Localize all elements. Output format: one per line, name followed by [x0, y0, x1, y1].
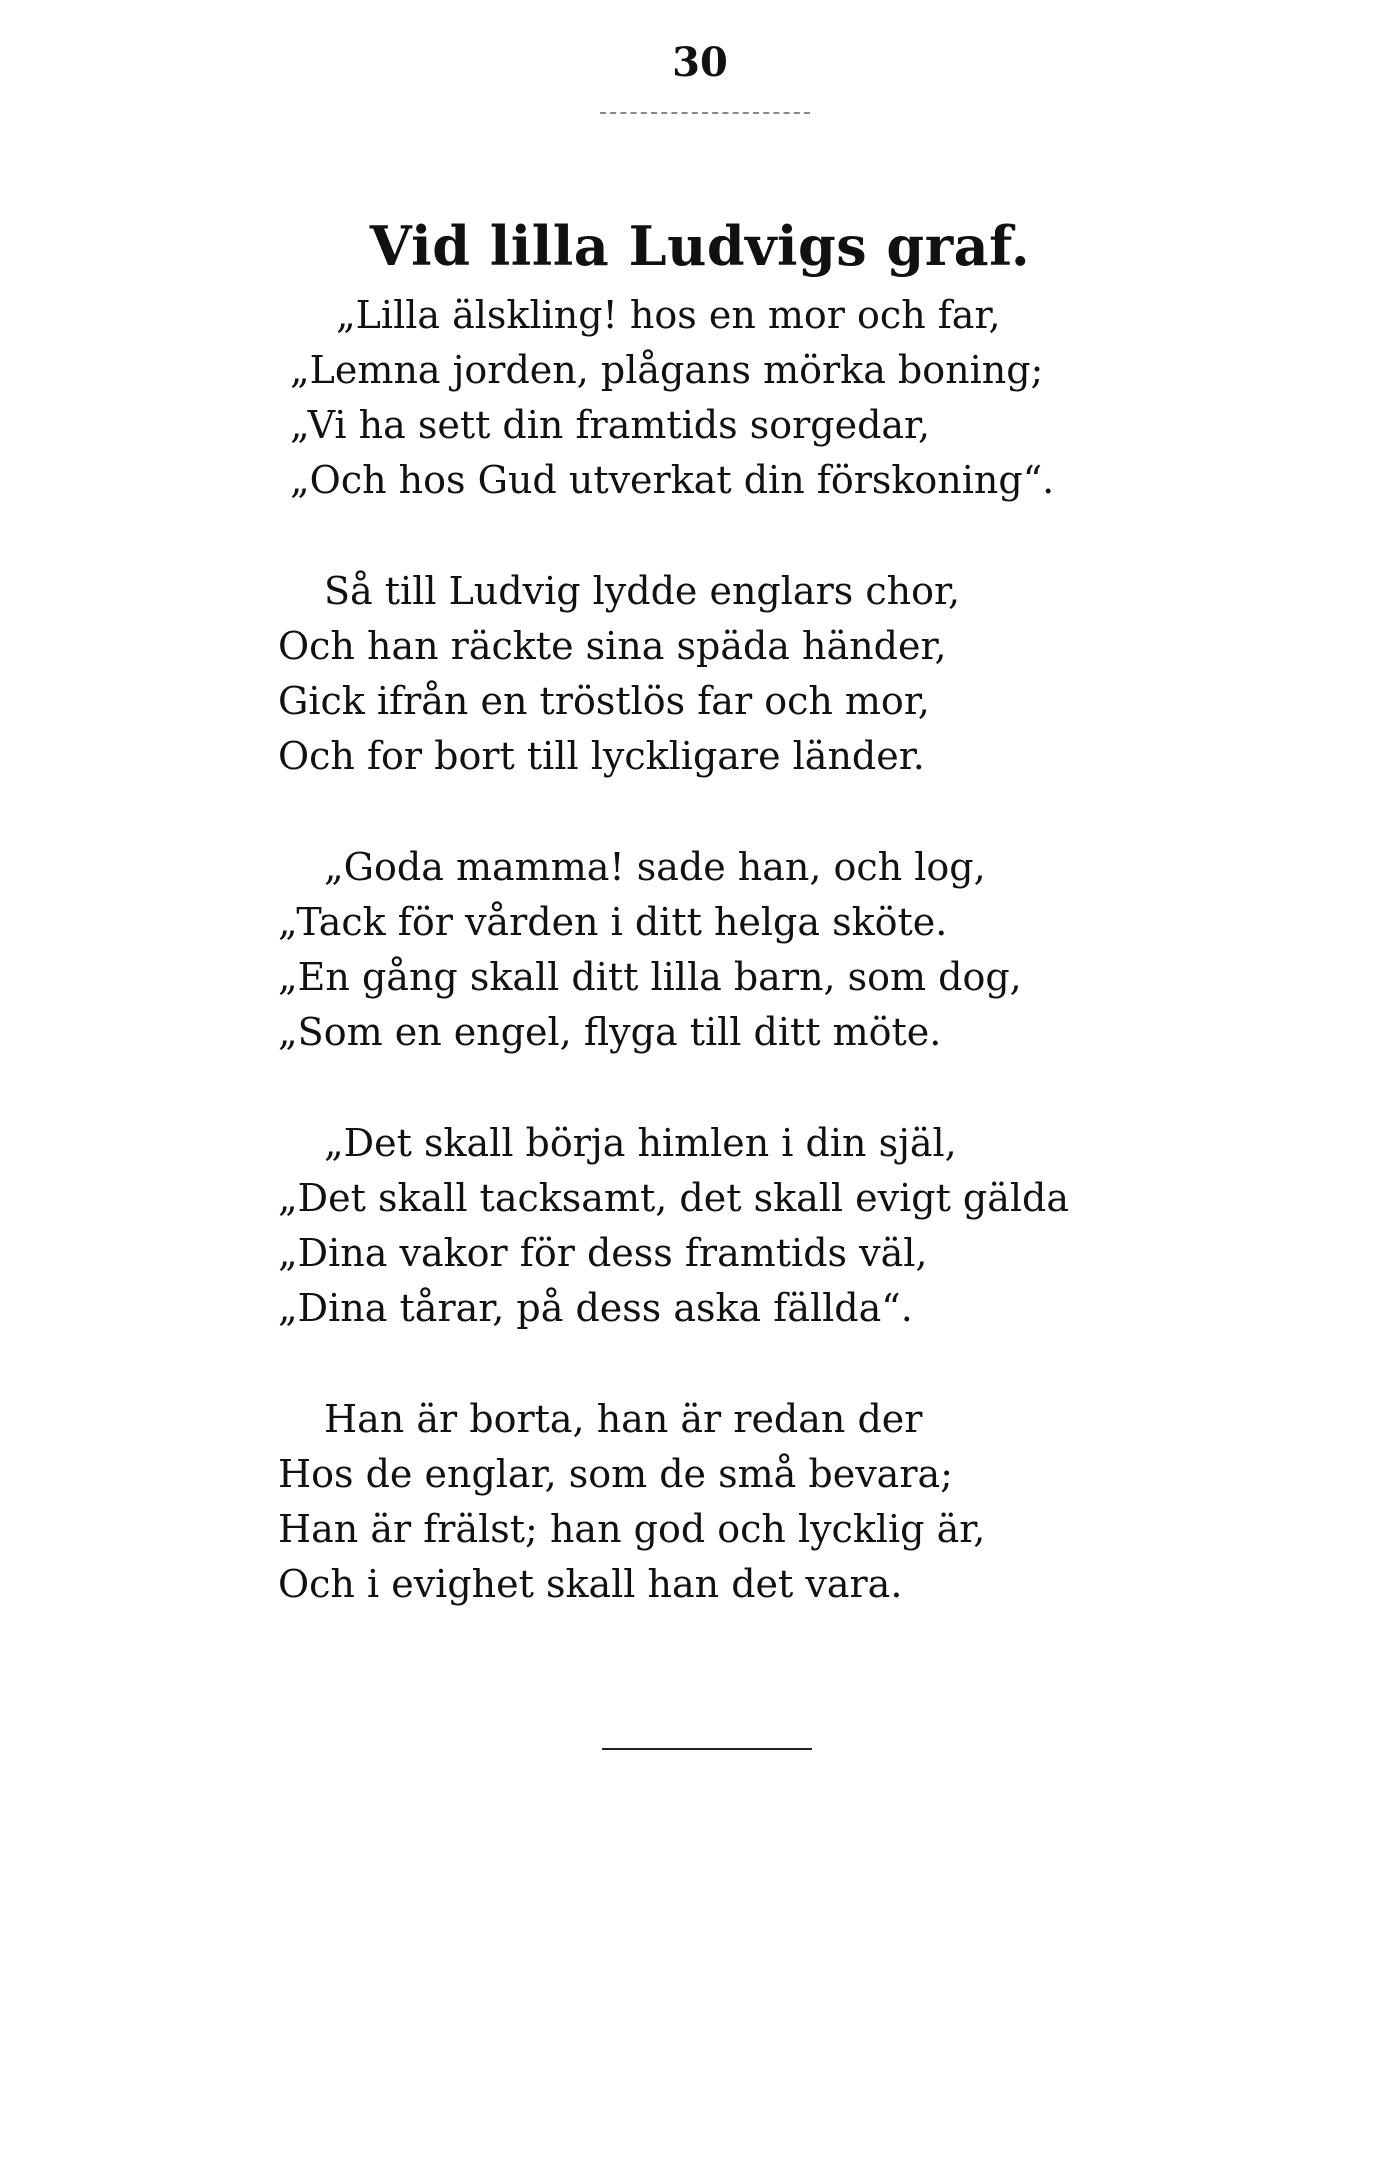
poem-line: Gick ifrån en tröstlös far och mor, [278, 679, 930, 723]
page-number: 30 [672, 39, 728, 86]
poem-line: „Dina vakor för dess framtids väl, [278, 1231, 928, 1275]
poem-line: „Dina tårar, på dess aska fällda“. [278, 1286, 913, 1330]
poem-line: Han är frälst; han god och lycklig är, [278, 1507, 986, 1551]
poem-line: Han är borta, han är redan der [324, 1397, 923, 1441]
stanza-1 [290, 288, 1278, 508]
stanza-3 [278, 840, 1278, 1060]
stanza-2 [278, 564, 1278, 784]
poem-line: „Vi ha sett din framtids sorgedar, [290, 403, 931, 447]
poem-line: „Tack för vården i ditt helga sköte. [278, 900, 948, 944]
poem-line: „Lilla älskling! hos en mor och far, [336, 293, 1001, 337]
poem-line: Så till Ludvig lydde englars chor, [324, 569, 961, 613]
poem-line: Och i evighet skall han det vara. [278, 1562, 903, 1606]
poem-line: „Det skall börja himlen i din själ, [324, 1121, 957, 1165]
poem-line: „Det skall tacksamt, det skall evigt gälda [278, 1176, 1070, 1220]
poem-line: „En gång skall ditt lilla barn, som dog, [278, 955, 1022, 999]
poem-line: „Och hos Gud utverkat din förskoning“. [290, 458, 1055, 502]
poem-line: „Lemna jorden, plågans mörka boning; [290, 348, 1044, 392]
poem-body [278, 288, 1278, 1668]
poem-line: Och han räckte sina späda händer, [278, 624, 947, 668]
poem-line: „Goda mamma! sade han, och log, [324, 845, 986, 889]
poem-title: Vid lilla Ludvigs graf. [369, 214, 1031, 278]
stanza-4 [278, 1116, 1278, 1336]
poem-line: „Som en engel, flyga till ditt möte. [278, 1010, 942, 1054]
footer-divider [602, 1748, 812, 1750]
poem-line: Hos de englar, som de små bevara; [278, 1452, 953, 1496]
header-divider [600, 112, 810, 114]
stanza-5 [278, 1392, 1278, 1612]
poem-line: Och for bort till lyckligare länder. [278, 734, 925, 778]
